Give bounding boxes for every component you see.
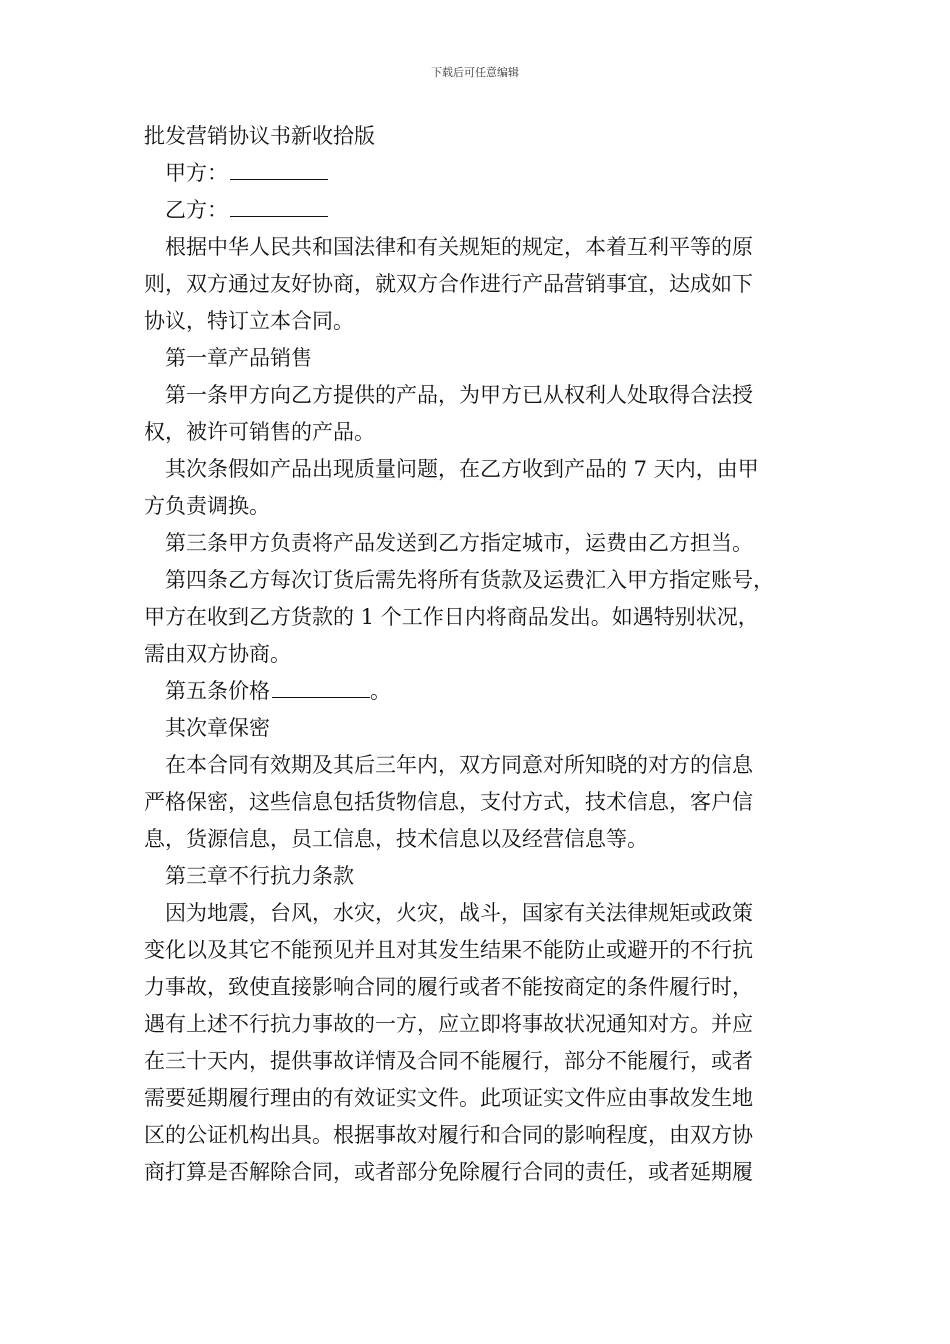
document-title: 批发营销协议书新收拾版 [144,124,375,148]
text-line: 商打算是否解除合同，或者部分免除履行合同的责任，或者延期履 [144,1160,753,1184]
price-line [144,673,816,710]
page-header: 下载后可任意编辑 [431,66,519,79]
text-line: 在三十天内，提供事故详情及合同不能履行，部分不能履行，或者 [144,1049,753,1073]
text-line: 第一条甲方向乙方提供的产品，为甲方已从权利人处取得合法授 [165,383,753,407]
text-line: 协议，特订立本合同。 [144,309,354,333]
text-line: 权，被许可销售的产品。 [144,420,375,444]
text-line: 根据中华人民共和国法律和有关规矩的规定，本着互利平等的原 [165,235,753,259]
chapter-heading: 第三章不行抗力条款 [165,864,354,888]
party-a-label: 甲方： [165,161,228,185]
text-line: 息，货源信息，员工信息，技术信息以及经营信息等。 [144,827,648,851]
text-line: 遇有上述不行抗力事故的一方，应立即将事故状况通知对方。并应 [144,1012,753,1036]
text-line: 区的公证机构出具。根据事故对履行和合同的影响程度，由双方协 [144,1123,753,1147]
text-line: 因为地震，台风，水灾，火灾，战斗，国家有关法律规矩或政策 [165,901,753,925]
price-blank [272,675,370,698]
chapter-heading: 第一章产品销售 [165,346,312,370]
text-line: 需由双方协商。 [144,642,291,666]
text-line: 第四条乙方每次订货后需先将所有货款及运费汇入甲方指定账号， [165,568,774,592]
text-line: 甲方在收到乙方货款的 1 个工作日内将商品发出。如遇特别状况， [144,605,759,629]
party-b-label: 乙方： [165,198,228,222]
party-a-line [144,155,816,192]
text-line: 在本合同有效期及其后三年内，双方同意对所知晓的对方的信息 [165,753,753,777]
price-suffix: 。 [370,679,391,703]
chapter-heading: 其次章保密 [165,716,270,740]
party-a-blank [230,157,328,180]
text-line: 力事故，致使直接影响合同的履行或者不能按商定的条件履行时， [144,975,753,999]
text-line: 变化以及其它不能预见并且对其发生结果不能防止或避开的不行抗 [144,938,753,962]
party-b-blank [230,194,328,217]
text-line: 第三条甲方负责将产品发送到乙方指定城市，运费由乙方担当。 [165,531,753,555]
price-label: 第五条价格 [165,679,270,703]
text-line: 严格保密，这些信息包括货物信息，支付方式，技术信息，客户信 [144,790,753,814]
party-b-line [144,192,816,229]
text-line: 需要延期履行理由的有效证实文件。此项证实文件应由事故发生地 [144,1086,753,1110]
document-body [144,118,816,1191]
text-line: 其次条假如产品出现质量问题，在乙方收到产品的 7 天内，由甲 [165,457,759,481]
text-line: 则，双方通过友好协商，就双方合作进行产品营销事宜，达成如下 [144,272,753,296]
text-line: 方负责调换。 [144,494,270,518]
